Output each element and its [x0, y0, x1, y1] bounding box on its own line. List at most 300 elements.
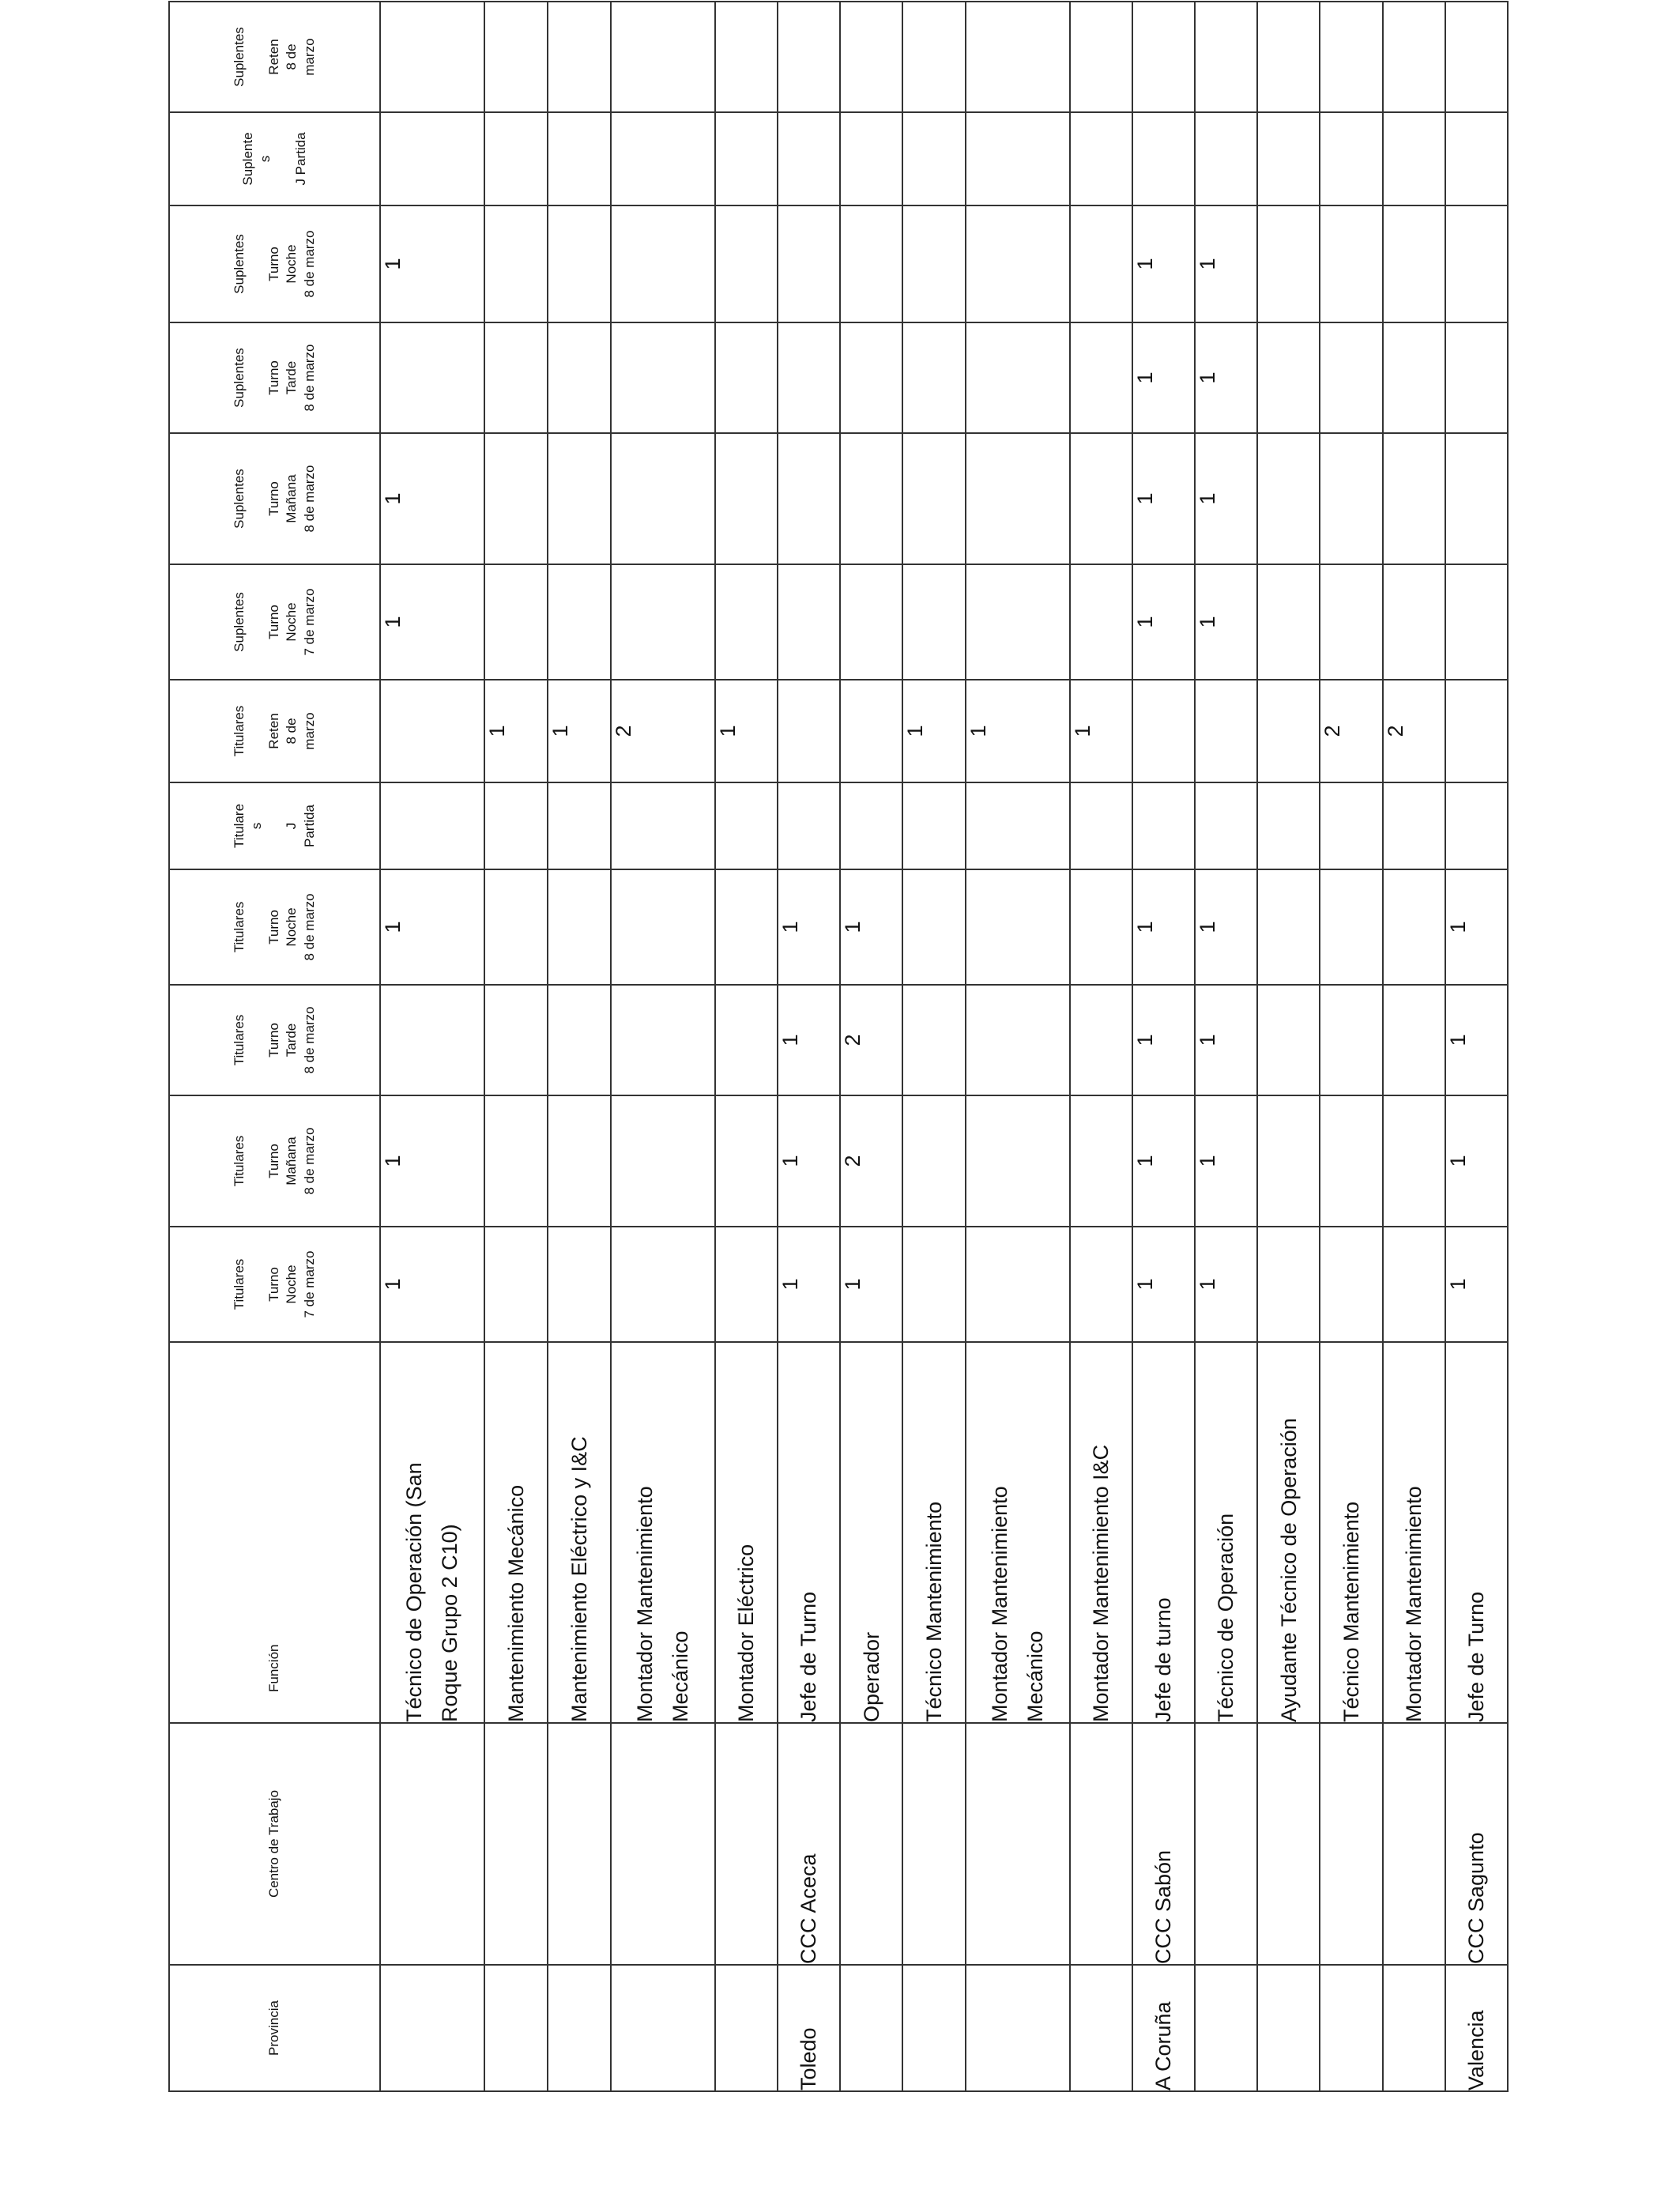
cell-value: 1: [380, 564, 484, 680]
header-sub-label: Mañana: [284, 474, 299, 523]
cell-value: 1: [840, 1227, 902, 1342]
funcion-line: Ayudante Técnico de Operación: [1276, 1418, 1301, 1722]
table-row: [966, 2, 1070, 2091]
header-sub-label: 7 de marzo: [301, 1250, 317, 1318]
cell-value: [484, 869, 548, 985]
cell-value: [1070, 205, 1132, 322]
cell-value: 2: [1383, 680, 1445, 782]
funcion-line: Jefe de Turno: [797, 1591, 821, 1722]
funcion-line: Montador Mantenimiento: [988, 1486, 1012, 1722]
cell-value: [1320, 1227, 1382, 1342]
table-row: [1445, 2, 1508, 2091]
cell-value: [1383, 1227, 1445, 1342]
cell-value: [1445, 782, 1508, 869]
header-sub-label: Turno: [266, 1023, 282, 1057]
header-sub-label: J: [284, 822, 299, 830]
cell-value: [611, 1227, 715, 1342]
cell-value: [1320, 985, 1382, 1095]
cell-value: [1383, 1095, 1445, 1227]
header-spacer: [248, 323, 266, 432]
cell-value: [1320, 869, 1382, 985]
cell-value: [611, 322, 715, 433]
cell-value: [715, 322, 778, 433]
staffing-table: [168, 1, 1509, 2092]
header-group-label: Suplentes: [232, 234, 247, 294]
header-sub-label: 7 de marzo: [301, 588, 317, 656]
cell-value: [1383, 322, 1445, 433]
cell-funcion: [778, 1342, 840, 1723]
cell-value: [1445, 564, 1508, 680]
header-sub-label: Tarde: [284, 1023, 299, 1057]
header-sub-label: Noche: [284, 907, 299, 947]
cell-value: [1257, 2, 1320, 112]
cell-funcion: [611, 1342, 715, 1723]
cell-provincia: [715, 1965, 778, 2091]
cell-value: [902, 564, 965, 680]
header-spacer: [248, 986, 266, 1095]
cell-value: [380, 782, 484, 869]
cell-value: [484, 1095, 548, 1227]
cell-value: 1: [1195, 1227, 1257, 1342]
header-spacer: [248, 206, 266, 322]
cell-value: [902, 1227, 965, 1342]
cell-value: [484, 322, 548, 433]
cell-value: [966, 869, 1070, 985]
cell-value: [1257, 1227, 1320, 1342]
cell-value: 1: [966, 680, 1070, 782]
header-sub-label: 8 de: [284, 43, 299, 70]
header-sub-label: Partida: [301, 805, 317, 847]
cell-funcion: [1132, 1342, 1195, 1723]
cell-value: 2: [611, 680, 715, 782]
cell-value: [484, 1227, 548, 1342]
table-row: [902, 2, 965, 2091]
cell-provincia: Valencia: [1445, 1965, 1508, 2091]
cell-value: [715, 433, 778, 564]
cell-provincia: [1195, 1965, 1257, 2091]
cell-funcion: [1070, 1342, 1132, 1723]
cell-value: [611, 869, 715, 985]
cell-value: [1320, 112, 1382, 205]
header-group-label: Suplentes: [232, 27, 247, 87]
funcion-line: Operador: [859, 1631, 883, 1722]
cell-value: 1: [715, 680, 778, 782]
cell-value: [778, 112, 840, 205]
cell-value: [548, 985, 610, 1095]
header-col-10: [169, 205, 380, 322]
cell-value: 1: [1195, 205, 1257, 322]
header-sub-label: Turno: [266, 1144, 282, 1178]
cell-value: [1070, 782, 1132, 869]
header-funcion: [169, 1342, 380, 1723]
funcion-line: Técnico de Operación: [1214, 1513, 1238, 1722]
cell-value: [380, 680, 484, 782]
cell-value: 1: [1445, 1227, 1508, 1342]
header-sub-label: Turno: [266, 1267, 282, 1302]
cell-value: [1320, 433, 1382, 564]
cell-value: [715, 1227, 778, 1342]
cell-value: 1: [1195, 322, 1257, 433]
table-row: [1383, 2, 1445, 2091]
cell-value: [715, 1095, 778, 1227]
cell-funcion: [548, 1342, 610, 1723]
cell-value: [548, 205, 610, 322]
cell-value: [966, 564, 1070, 680]
cell-value: 1: [380, 433, 484, 564]
header-sub-label: 8 de marzo: [301, 465, 317, 533]
header-sub-label: Noche: [284, 1265, 299, 1304]
header-sub-label: Turno: [266, 910, 282, 944]
header-sub-label: 8 de marzo: [301, 1006, 317, 1074]
funcion-line: Montador Mantenimiento I&C: [1089, 1444, 1113, 1722]
header-group-label: Titulares: [232, 1135, 247, 1187]
cell-centro: [484, 1723, 548, 1965]
cell-centro: [1320, 1723, 1382, 1965]
cell-value: [1445, 322, 1508, 433]
header-col-7: [169, 564, 380, 680]
funcion-line: Técnico Mantenimiento: [1339, 1501, 1363, 1722]
cell-value: [484, 564, 548, 680]
cell-value: [902, 782, 965, 869]
cell-value: [1257, 433, 1320, 564]
cell-value: [966, 322, 1070, 433]
header-col-12: [169, 2, 380, 112]
header-spacer: [248, 2, 266, 111]
cell-value: 1: [1132, 564, 1195, 680]
cell-funcion: [1195, 1342, 1257, 1723]
funcion-line: Técnico Mantenimiento: [921, 1501, 946, 1722]
cell-value: 2: [840, 1095, 902, 1227]
cell-value: 1: [1195, 869, 1257, 985]
cell-value: [1257, 985, 1320, 1095]
cell-value: [902, 985, 965, 1095]
cell-value: 1: [1195, 433, 1257, 564]
cell-value: [902, 112, 965, 205]
cell-value: [484, 112, 548, 205]
header-spacer: [274, 113, 292, 205]
funcion-line: Mantenimiento Mecánico: [504, 1484, 529, 1722]
header-sub-label: Turno: [266, 605, 282, 639]
cell-centro: [1383, 1723, 1445, 1965]
table-row: [484, 2, 548, 2091]
cell-value: [840, 564, 902, 680]
header-sub-label: Noche: [284, 602, 299, 642]
cell-value: 1: [778, 985, 840, 1095]
cell-value: [1070, 2, 1132, 112]
cell-value: [611, 1095, 715, 1227]
cell-value: [484, 2, 548, 112]
header-centro-de-trabajo: Centro de Trabajo: [169, 1723, 380, 1965]
cell-funcion: [484, 1342, 548, 1723]
cell-value: [840, 112, 902, 205]
header-sub-label: marzo: [301, 38, 317, 76]
cell-value: [1257, 322, 1320, 433]
cell-provincia: Toledo: [778, 1965, 840, 2091]
cell-value: [1132, 680, 1195, 782]
cell-value: [611, 205, 715, 322]
header-col-4: [169, 869, 380, 985]
rotated-table-wrapper: [168, 23, 1509, 2092]
cell-value: [966, 1095, 1070, 1227]
cell-value: [380, 112, 484, 205]
cell-value: [1383, 782, 1445, 869]
cell-value: [1445, 2, 1508, 112]
cell-value: 1: [1132, 869, 1195, 985]
cell-value: [1257, 1095, 1320, 1227]
table-row: [1132, 2, 1195, 2091]
header-col-3: [169, 985, 380, 1095]
header-group-label: Suplentes: [232, 348, 247, 408]
cell-value: [1383, 564, 1445, 680]
cell-value: [611, 564, 715, 680]
cell-value: 1: [778, 1227, 840, 1342]
cell-value: [1132, 112, 1195, 205]
cell-centro: [611, 1723, 715, 1965]
cell-value: [611, 433, 715, 564]
cell-provincia: [1070, 1965, 1132, 2091]
cell-value: [1070, 322, 1132, 433]
cell-value: 1: [1070, 680, 1132, 782]
cell-value: [611, 985, 715, 1095]
cell-value: 1: [484, 680, 548, 782]
cell-value: [1320, 564, 1382, 680]
cell-centro: [966, 1723, 1070, 1965]
cell-value: [966, 205, 1070, 322]
header-sub-label: Turno: [266, 360, 282, 395]
header-sub-label: Mañana: [284, 1137, 299, 1186]
cell-value: [1132, 2, 1195, 112]
cell-value: [778, 680, 840, 782]
header-col-6: [169, 680, 380, 782]
cell-centro: [1070, 1723, 1132, 1965]
cell-value: [902, 2, 965, 112]
cell-value: 1: [548, 680, 610, 782]
cell-value: [1445, 205, 1508, 322]
cell-value: 2: [840, 985, 902, 1095]
header-col-9: [169, 322, 380, 433]
cell-value: [902, 433, 965, 564]
cell-funcion: [1320, 1342, 1382, 1723]
cell-value: [1195, 2, 1257, 112]
cell-value: 1: [1445, 1095, 1508, 1227]
header-col-5: [169, 782, 380, 869]
cell-value: [611, 782, 715, 869]
cell-value: [548, 433, 610, 564]
cell-provincia: [484, 1965, 548, 2091]
cell-value: 1: [840, 869, 902, 985]
cell-value: [1320, 782, 1382, 869]
cell-value: [966, 433, 1070, 564]
cell-funcion: [902, 1342, 965, 1723]
funcion-line: Jefe de turno: [1151, 1597, 1176, 1722]
cell-provincia: [966, 1965, 1070, 2091]
cell-value: [840, 680, 902, 782]
cell-value: [778, 433, 840, 564]
header-sub-label: 8 de: [284, 718, 299, 745]
cell-value: [715, 869, 778, 985]
cell-value: [1195, 680, 1257, 782]
cell-provincia: [611, 1965, 715, 2091]
cell-value: [902, 869, 965, 985]
cell-value: 2: [1320, 680, 1382, 782]
cell-value: [778, 205, 840, 322]
funcion-line: Técnico de Operación (San: [402, 1462, 427, 1722]
cell-value: [1257, 680, 1320, 782]
header-sub-label: Turno: [266, 247, 282, 281]
table-row: [715, 2, 778, 2091]
cell-value: [778, 2, 840, 112]
cell-value: [1070, 1095, 1132, 1227]
cell-value: 1: [1132, 1227, 1195, 1342]
funcion-line: Montador Mantenimiento: [633, 1486, 657, 1722]
cell-centro: [1257, 1723, 1320, 1965]
cell-value: 1: [380, 1095, 484, 1227]
funcion-line: Roque Grupo 2 C10): [438, 1524, 462, 1722]
cell-value: [548, 2, 610, 112]
cell-value: 1: [1132, 985, 1195, 1095]
cell-value: [902, 205, 965, 322]
cell-value: [1257, 564, 1320, 680]
header-sub-label: Turno: [266, 481, 282, 516]
cell-centro: CCC Aceca: [778, 1723, 840, 1965]
cell-centro: [902, 1723, 965, 1965]
header-sub-label: Tarde: [284, 360, 299, 395]
cell-value: [840, 433, 902, 564]
cell-value: [1383, 985, 1445, 1095]
cell-value: [548, 112, 610, 205]
cell-value: [1257, 205, 1320, 322]
table-row: [1195, 2, 1257, 2091]
cell-value: 1: [1195, 1095, 1257, 1227]
cell-value: [380, 322, 484, 433]
header-sub-label: 8 de marzo: [301, 344, 317, 412]
cell-value: [548, 564, 610, 680]
cell-centro: [715, 1723, 778, 1965]
header-group-label: s: [258, 155, 273, 163]
header-col-8: [169, 433, 380, 564]
cell-value: [611, 112, 715, 205]
cell-value: [1070, 869, 1132, 985]
header-sub-label: 8 de marzo: [301, 1127, 317, 1195]
cell-funcion: [380, 1342, 484, 1723]
cell-funcion: [966, 1342, 1070, 1723]
cell-value: [966, 985, 1070, 1095]
cell-value: [966, 1227, 1070, 1342]
cell-funcion: [715, 1342, 778, 1723]
cell-funcion: [1257, 1342, 1320, 1723]
cell-centro: CCC Sagunto: [1445, 1723, 1508, 1965]
cell-value: [1383, 2, 1445, 112]
cell-value: [548, 1095, 610, 1227]
cell-value: 1: [1445, 869, 1508, 985]
cell-value: 1: [380, 1227, 484, 1342]
cell-value: 1: [902, 680, 965, 782]
header-sub-label: marzo: [301, 712, 317, 750]
header-group-label: Titulares: [232, 1014, 247, 1066]
table-row: [1257, 2, 1320, 2091]
funcion-line: Mecánico: [668, 1630, 692, 1722]
cell-provincia: [380, 1965, 484, 2091]
table-body: [169, 2, 1508, 2091]
cell-funcion: [1445, 1342, 1508, 1723]
cell-value: [1383, 205, 1445, 322]
table-row: [840, 2, 902, 2091]
cell-centro: [380, 1723, 484, 1965]
cell-value: 1: [778, 869, 840, 985]
header-row: [169, 2, 380, 2091]
cell-value: 1: [1195, 564, 1257, 680]
cell-value: 1: [1195, 985, 1257, 1095]
cell-value: [1257, 869, 1320, 985]
cell-value: [484, 205, 548, 322]
cell-value: [1132, 782, 1195, 869]
cell-value: [715, 985, 778, 1095]
cell-value: [1445, 680, 1508, 782]
header-group-label: Titulares: [232, 901, 247, 953]
cell-value: 1: [380, 869, 484, 985]
cell-value: [548, 1227, 610, 1342]
cell-provincia: [1320, 1965, 1382, 2091]
cell-value: [778, 322, 840, 433]
table-row: [380, 2, 484, 2091]
cell-value: [840, 2, 902, 112]
header-spacer: [248, 680, 266, 782]
header-spacer: [248, 434, 266, 564]
header-sub-label: Reten: [266, 713, 282, 749]
cell-value: [966, 2, 1070, 112]
cell-value: [1195, 112, 1257, 205]
cell-value: [1320, 1095, 1382, 1227]
cell-value: [1257, 112, 1320, 205]
header-group-label: Suplentes: [232, 469, 247, 529]
cell-value: [611, 2, 715, 112]
header-sub-label: 8 de marzo: [301, 893, 317, 961]
cell-value: [484, 985, 548, 1095]
cell-value: [715, 112, 778, 205]
cell-value: [778, 564, 840, 680]
cell-value: [1383, 869, 1445, 985]
cell-value: [715, 564, 778, 680]
cell-value: [840, 782, 902, 869]
cell-value: [1070, 1227, 1132, 1342]
header-group-label: s: [249, 822, 265, 830]
cell-value: [380, 2, 484, 112]
header-group-label: Titulare: [232, 803, 247, 849]
header-sub-label: 8 de marzo: [301, 230, 317, 298]
cell-value: [548, 322, 610, 433]
cell-value: [902, 1095, 965, 1227]
header-col-1: [169, 1227, 380, 1342]
table-row: [548, 2, 610, 2091]
cell-value: [715, 205, 778, 322]
table-row: [778, 2, 840, 2091]
cell-provincia: [1257, 1965, 1320, 2091]
cell-funcion: [840, 1342, 902, 1723]
funcion-line: Jefe de Turno: [1464, 1591, 1489, 1722]
cell-value: [484, 782, 548, 869]
table-row: [611, 2, 715, 2091]
cell-value: [1445, 433, 1508, 564]
cell-centro: [840, 1723, 902, 1965]
cell-value: [548, 782, 610, 869]
header-group-label: Suplentes: [232, 592, 247, 652]
header-spacer: [248, 565, 266, 679]
cell-value: 1: [1132, 433, 1195, 564]
cell-value: [1070, 433, 1132, 564]
cell-provincia: [902, 1965, 965, 2091]
cell-centro: CCC Sabón: [1132, 1723, 1195, 1965]
header-col-2: [169, 1095, 380, 1227]
